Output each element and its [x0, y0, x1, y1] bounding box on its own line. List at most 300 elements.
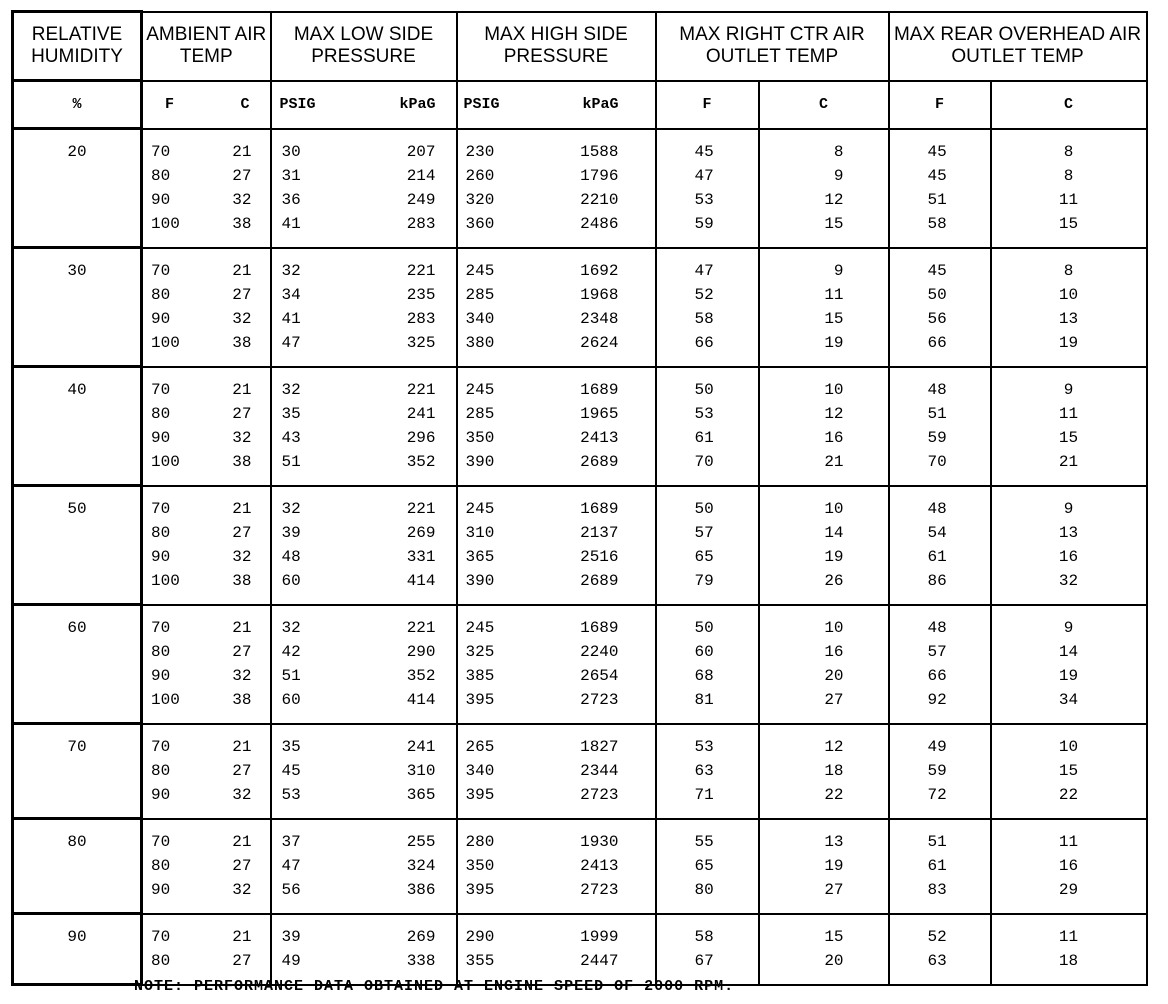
- humidity-group-row: [13, 914, 1147, 985]
- rear-c-cell: [991, 724, 1147, 819]
- high-psig-value: 395: [465, 690, 495, 709]
- unit-ambient-f: F: [165, 96, 175, 113]
- rear-f-cell: [889, 724, 991, 819]
- high-kpag-value: 1965: [580, 404, 619, 423]
- high-kpag-value: 2654: [580, 666, 619, 685]
- right-c-cell: [759, 605, 889, 724]
- right-c-value: 22: [824, 785, 844, 804]
- ambient-c-value: 27: [232, 951, 252, 970]
- right-c-cell: [759, 367, 889, 486]
- ambient-c-value: 27: [232, 285, 252, 304]
- ambient-c-value: 21: [232, 737, 252, 756]
- high-psig-value: 290: [465, 927, 495, 946]
- high-psig-value: 395: [465, 880, 495, 899]
- high-psig-value: 245: [465, 499, 495, 518]
- rear-c-value: 9: [1063, 380, 1074, 399]
- high-psig-value: 245: [465, 261, 495, 280]
- rear-c-value: 16: [1058, 547, 1079, 566]
- rear-f-value: 45: [927, 166, 947, 185]
- rear-c-value: 34: [1058, 690, 1079, 709]
- high-psig-value: 380: [465, 333, 495, 352]
- low-side-cell: [271, 819, 457, 914]
- low-kpag-value: 235: [406, 285, 436, 304]
- ambient-f-value: 80: [151, 166, 171, 185]
- right-f-cell: [656, 914, 759, 985]
- right-f-value: 52: [694, 285, 714, 304]
- header-row: [13, 12, 1147, 81]
- ambient-f-value: 70: [151, 380, 171, 399]
- rear-c-value: 13: [1058, 523, 1079, 542]
- rear-c-value: 15: [1058, 214, 1079, 233]
- humidity-cell: [13, 248, 142, 367]
- ambient-c-value: 21: [232, 380, 252, 399]
- low-psig-value: 36: [281, 190, 301, 209]
- right-f-value: 80: [694, 880, 714, 899]
- rear-f-value: 61: [927, 547, 947, 566]
- high-side-cell: [457, 914, 656, 985]
- rear-c-value: 22: [1058, 785, 1079, 804]
- rear-c-value: 15: [1058, 761, 1079, 780]
- right-f-cell: [656, 605, 759, 724]
- high-psig-value: 390: [465, 571, 495, 590]
- rear-c-cell: [991, 605, 1147, 724]
- high-kpag-value: 2137: [580, 523, 619, 542]
- low-kpag-value: 221: [406, 618, 436, 637]
- low-kpag-value: 414: [406, 571, 436, 590]
- high-psig-value: 310: [465, 523, 495, 542]
- right-c-value: 15: [824, 927, 844, 946]
- right-f-cell: [656, 248, 759, 367]
- rear-f-value: 61: [927, 856, 947, 875]
- ambient-c-value: 38: [232, 452, 252, 471]
- ambient-cell: [142, 605, 271, 724]
- low-side-cell: [271, 724, 457, 819]
- right-c-value: 27: [824, 690, 844, 709]
- low-kpag-value: 249: [406, 190, 436, 209]
- low-psig-value: 32: [281, 618, 301, 637]
- low-psig-value: 53: [281, 785, 301, 804]
- ambient-f-value: 70: [151, 832, 171, 851]
- low-psig-value: 60: [281, 690, 301, 709]
- right-f-value: 68: [694, 666, 714, 685]
- rear-f-cell: [889, 914, 991, 985]
- high-side-cell: [457, 486, 656, 605]
- humidity-value: 70: [67, 738, 87, 756]
- high-kpag-value: 2486: [580, 214, 619, 233]
- right-f-value: 81: [694, 690, 714, 709]
- high-psig-value: 230: [465, 142, 495, 161]
- right-f-cell: [656, 819, 759, 914]
- right-f-value: 60: [694, 642, 714, 661]
- humidity-cell: [13, 724, 142, 819]
- humidity-value: 60: [67, 619, 87, 637]
- humidity-value: 40: [67, 381, 87, 399]
- ambient-c-value: 38: [232, 571, 252, 590]
- humidity-group-row: [13, 486, 1147, 605]
- rear-c-value: 8: [1063, 166, 1074, 185]
- rear-f-value: 83: [927, 880, 947, 899]
- ambient-f-value: 90: [151, 666, 171, 685]
- unit-high-side: [457, 81, 656, 129]
- header-max-rear-overhead-outlet-temp: MAX REAR OVERHEAD AIR OUTLET TEMP: [889, 12, 1147, 81]
- units-row: [13, 81, 1147, 129]
- high-kpag-value: 2723: [580, 785, 619, 804]
- unit-high-kpag: kPaG: [582, 96, 619, 113]
- rear-f-value: 66: [927, 666, 947, 685]
- rear-f-value: 49: [927, 737, 947, 756]
- right-c-value: 12: [824, 190, 844, 209]
- ambient-c-value: 32: [232, 785, 252, 804]
- right-c-value: 19: [824, 547, 844, 566]
- rear-c-value: 11: [1058, 832, 1079, 851]
- ambient-c-value: 32: [232, 666, 252, 685]
- rear-f-value: 72: [927, 785, 947, 804]
- right-c-cell: [759, 248, 889, 367]
- rear-f-value: 58: [927, 214, 947, 233]
- low-psig-value: 47: [281, 333, 301, 352]
- right-f-value: 50: [694, 380, 714, 399]
- high-kpag-value: 2413: [580, 428, 619, 447]
- high-kpag-value: 1999: [580, 927, 619, 946]
- ambient-f-value: 70: [151, 499, 171, 518]
- low-kpag-value: 221: [406, 499, 436, 518]
- high-kpag-value: 1588: [580, 142, 619, 161]
- rear-c-value: 29: [1058, 880, 1079, 899]
- right-c-value: 10: [824, 499, 844, 518]
- low-kpag-value: 241: [406, 737, 436, 756]
- unit-low-kpag: kPaG: [399, 96, 436, 113]
- right-c-cell: [759, 486, 889, 605]
- header-max-high-side-pressure: MAX HIGH SIDE PRESSURE: [457, 12, 656, 81]
- high-psig-value: 350: [465, 428, 495, 447]
- high-psig-value: 340: [465, 309, 495, 328]
- high-kpag-value: 2344: [580, 761, 619, 780]
- rear-c-value: 8: [1063, 261, 1074, 280]
- high-kpag-value: 1689: [580, 499, 619, 518]
- ambient-c-value: 27: [232, 856, 252, 875]
- rear-c-value: 11: [1058, 927, 1079, 946]
- rear-f-value: 86: [927, 571, 947, 590]
- right-c-value: 19: [824, 333, 844, 352]
- ambient-c-value: 27: [232, 166, 252, 185]
- humidity-cell: [13, 914, 142, 985]
- right-f-value: 53: [694, 404, 714, 423]
- rear-f-value: 57: [927, 642, 947, 661]
- high-psig-value: 395: [465, 785, 495, 804]
- low-psig-value: 42: [281, 642, 301, 661]
- low-psig-value: 31: [281, 166, 301, 185]
- humidity-value: 80: [67, 833, 87, 851]
- humidity-value: 50: [67, 500, 87, 518]
- humidity-cell: [13, 605, 142, 724]
- low-psig-value: 47: [281, 856, 301, 875]
- ambient-c-value: 27: [232, 761, 252, 780]
- right-c-value: 15: [824, 309, 844, 328]
- high-psig-value: 280: [465, 832, 495, 851]
- high-psig-value: 260: [465, 166, 495, 185]
- rear-c-value: 9: [1063, 618, 1074, 637]
- rear-f-value: 63: [927, 951, 947, 970]
- ambient-c-value: 21: [232, 499, 252, 518]
- ambient-cell: [142, 248, 271, 367]
- low-psig-value: 60: [281, 571, 301, 590]
- ambient-f-value: 90: [151, 785, 171, 804]
- rear-c-value: 18: [1058, 951, 1079, 970]
- low-kpag-value: 325: [406, 333, 436, 352]
- low-side-cell: [271, 129, 457, 248]
- rear-c-cell: [991, 486, 1147, 605]
- high-psig-value: 325: [465, 642, 495, 661]
- low-kpag-value: 290: [406, 642, 436, 661]
- rear-f-cell: [889, 605, 991, 724]
- rear-f-value: 48: [927, 499, 947, 518]
- rear-f-value: 50: [927, 285, 947, 304]
- right-f-value: 47: [694, 261, 714, 280]
- low-psig-value: 41: [281, 214, 301, 233]
- header-max-low-side-pressure: MAX LOW SIDE PRESSURE: [271, 12, 457, 81]
- low-kpag-value: 365: [406, 785, 436, 804]
- high-kpag-value: 2723: [580, 880, 619, 899]
- unit-high-psig: PSIG: [463, 96, 500, 113]
- rear-c-cell: [991, 248, 1147, 367]
- right-f-value: 50: [694, 618, 714, 637]
- high-psig-value: 245: [465, 380, 495, 399]
- high-kpag-value: 1930: [580, 832, 619, 851]
- low-side-cell: [271, 605, 457, 724]
- low-kpag-value: 283: [406, 214, 436, 233]
- ambient-c-value: 32: [232, 309, 252, 328]
- right-f-value: 55: [694, 832, 714, 851]
- ambient-c-value: 21: [232, 618, 252, 637]
- high-kpag-value: 1689: [580, 380, 619, 399]
- ambient-f-value: 100: [151, 214, 180, 233]
- ambient-c-value: 32: [232, 880, 252, 899]
- ambient-f-value: 70: [151, 927, 171, 946]
- low-psig-value: 32: [281, 380, 301, 399]
- high-psig-value: 360: [465, 214, 495, 233]
- ambient-c-value: 21: [232, 927, 252, 946]
- low-psig-value: 30: [281, 142, 301, 161]
- right-c-cell: [759, 129, 889, 248]
- high-kpag-value: 2516: [580, 547, 619, 566]
- humidity-group-row: [13, 129, 1147, 248]
- high-psig-value: 390: [465, 452, 495, 471]
- right-c-value: 14: [824, 523, 844, 542]
- ambient-f-value: 70: [151, 737, 171, 756]
- rear-f-value: 52: [927, 927, 947, 946]
- low-kpag-value: 414: [406, 690, 436, 709]
- rear-f-value: 66: [927, 333, 947, 352]
- right-c-value: 16: [824, 642, 844, 661]
- rear-c-value: 9: [1063, 499, 1074, 518]
- low-kpag-value: 331: [406, 547, 436, 566]
- right-c-cell: [759, 724, 889, 819]
- rear-f-value: 48: [927, 618, 947, 637]
- ambient-cell: [142, 724, 271, 819]
- right-c-value: 13: [824, 832, 844, 851]
- right-f-value: 66: [694, 333, 714, 352]
- high-psig-value: 320: [465, 190, 495, 209]
- rear-c-value: 8: [1063, 142, 1074, 161]
- high-psig-value: 285: [465, 404, 495, 423]
- right-c-value: 27: [824, 880, 844, 899]
- unit-rear-f: F: [889, 81, 991, 129]
- rear-c-cell: [991, 129, 1147, 248]
- rear-c-cell: [991, 914, 1147, 985]
- rear-c-value: 13: [1058, 309, 1079, 328]
- right-f-value: 63: [694, 761, 714, 780]
- right-f-value: 59: [694, 214, 714, 233]
- ambient-c-value: 32: [232, 190, 252, 209]
- high-kpag-value: 1796: [580, 166, 619, 185]
- right-c-cell: [759, 819, 889, 914]
- ambient-c-value: 38: [232, 333, 252, 352]
- ambient-f-value: 80: [151, 856, 171, 875]
- ambient-c-value: 38: [232, 214, 252, 233]
- high-psig-value: 285: [465, 285, 495, 304]
- right-f-value: 65: [694, 856, 714, 875]
- right-f-value: 61: [694, 428, 714, 447]
- low-side-cell: [271, 367, 457, 486]
- right-c-value: 10: [824, 618, 844, 637]
- low-kpag-value: 269: [406, 523, 436, 542]
- high-side-cell: [457, 605, 656, 724]
- right-c-value: 12: [824, 737, 844, 756]
- low-kpag-value: 207: [406, 142, 436, 161]
- header-relative-humidity: RELATIVE HUMIDITY: [13, 12, 142, 81]
- low-psig-value: 51: [281, 666, 301, 685]
- low-kpag-value: 352: [406, 666, 436, 685]
- humidity-value: 90: [67, 928, 87, 946]
- unit-humidity: %: [13, 81, 142, 129]
- right-c-value: 10: [824, 380, 844, 399]
- rear-f-value: 59: [927, 428, 947, 447]
- ambient-c-value: 21: [232, 832, 252, 851]
- rear-f-value: 70: [927, 452, 947, 471]
- ambient-f-value: 100: [151, 571, 180, 590]
- unit-low-psig: PSIG: [279, 96, 316, 113]
- ambient-cell: [142, 129, 271, 248]
- low-kpag-value: 324: [406, 856, 436, 875]
- rear-c-value: 15: [1058, 428, 1079, 447]
- unit-right-c: C: [759, 81, 889, 129]
- rear-f-value: 56: [927, 309, 947, 328]
- right-f-cell: [656, 486, 759, 605]
- high-kpag-value: 1968: [580, 285, 619, 304]
- ambient-f-value: 80: [151, 404, 171, 423]
- rear-c-value: 14: [1058, 642, 1079, 661]
- low-kpag-value: 283: [406, 309, 436, 328]
- rear-f-cell: [889, 248, 991, 367]
- ambient-f-value: 100: [151, 690, 180, 709]
- right-f-cell: [656, 129, 759, 248]
- rear-c-cell: [991, 367, 1147, 486]
- ambient-f-value: 70: [151, 618, 171, 637]
- right-c-value: 8: [833, 142, 844, 161]
- high-kpag-value: 2348: [580, 309, 619, 328]
- rear-f-value: 45: [927, 261, 947, 280]
- low-psig-value: 39: [281, 523, 301, 542]
- unit-rear-c: C: [991, 81, 1147, 129]
- rear-c-value: 19: [1058, 333, 1079, 352]
- high-kpag-value: 1827: [580, 737, 619, 756]
- low-psig-value: 41: [281, 309, 301, 328]
- ambient-f-value: 90: [151, 428, 171, 447]
- low-kpag-value: 310: [406, 761, 436, 780]
- rear-c-value: 10: [1058, 285, 1079, 304]
- right-c-value: 9: [833, 261, 844, 280]
- right-c-value: 12: [824, 404, 844, 423]
- ambient-f-value: 90: [151, 880, 171, 899]
- humidity-group-row: [13, 367, 1147, 486]
- humidity-group-row: [13, 819, 1147, 914]
- ambient-cell: [142, 819, 271, 914]
- ambient-f-value: 70: [151, 261, 171, 280]
- rear-f-value: 59: [927, 761, 947, 780]
- right-f-value: 58: [694, 927, 714, 946]
- ambient-c-value: 32: [232, 547, 252, 566]
- humidity-value: 30: [67, 262, 87, 280]
- unit-ambient: [142, 81, 271, 129]
- right-c-value: 20: [824, 666, 844, 685]
- low-side-cell: [271, 486, 457, 605]
- right-f-value: 53: [694, 190, 714, 209]
- rear-c-value: 21: [1058, 452, 1079, 471]
- unit-low-side: [271, 81, 457, 129]
- low-kpag-value: 255: [406, 832, 436, 851]
- right-f-cell: [656, 367, 759, 486]
- ambient-f-value: 100: [151, 333, 180, 352]
- header-max-right-ctr-outlet-temp: MAX RIGHT CTR AIR OUTLET TEMP: [656, 12, 889, 81]
- right-f-value: 57: [694, 523, 714, 542]
- low-psig-value: 34: [281, 285, 301, 304]
- right-c-value: 16: [824, 428, 844, 447]
- rear-f-value: 51: [927, 190, 947, 209]
- humidity-group-row: [13, 605, 1147, 724]
- low-kpag-value: 241: [406, 404, 436, 423]
- unit-right-f: F: [656, 81, 759, 129]
- high-kpag-value: 1689: [580, 618, 619, 637]
- high-psig-value: 265: [465, 737, 495, 756]
- low-side-cell: [271, 248, 457, 367]
- right-f-value: 65: [694, 547, 714, 566]
- low-kpag-value: 338: [406, 951, 436, 970]
- rear-f-value: 48: [927, 380, 947, 399]
- rear-f-cell: [889, 819, 991, 914]
- ambient-cell: [142, 367, 271, 486]
- right-c-value: 21: [824, 452, 844, 471]
- ambient-c-value: 27: [232, 404, 252, 423]
- right-f-value: 45: [694, 142, 714, 161]
- high-psig-value: 350: [465, 856, 495, 875]
- rear-f-value: 92: [927, 690, 947, 709]
- right-c-value: 26: [824, 571, 844, 590]
- right-c-value: 15: [824, 214, 844, 233]
- rear-c-value: 16: [1058, 856, 1079, 875]
- ambient-f-value: 90: [151, 190, 171, 209]
- low-kpag-value: 352: [406, 452, 436, 471]
- rear-f-value: 51: [927, 404, 947, 423]
- rear-c-value: 19: [1058, 666, 1079, 685]
- high-side-cell: [457, 248, 656, 367]
- unit-ambient-c: C: [240, 96, 250, 113]
- low-psig-value: 48: [281, 547, 301, 566]
- right-f-value: 58: [694, 309, 714, 328]
- ambient-cell: [142, 914, 271, 985]
- humidity-cell: [13, 367, 142, 486]
- rear-f-value: 54: [927, 523, 947, 542]
- ambient-c-value: 27: [232, 523, 252, 542]
